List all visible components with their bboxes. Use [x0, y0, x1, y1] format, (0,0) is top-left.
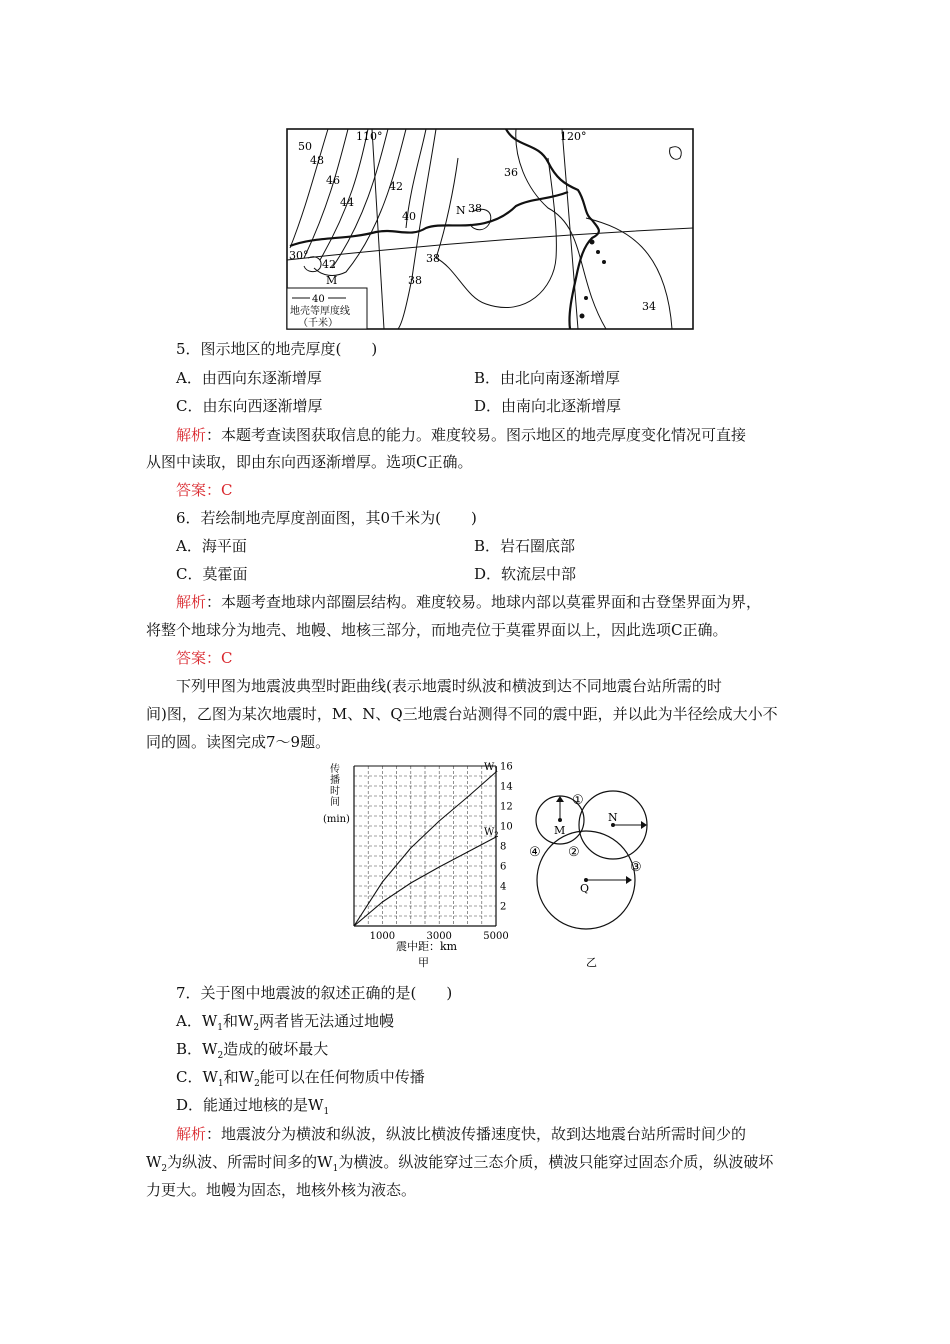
q7-a-post: 两者皆无法通过地幔 [259, 1012, 395, 1030]
point-m-label: M [326, 274, 338, 287]
q5-option-b[interactable]: B．由北向南逐渐增厚 [474, 369, 621, 387]
q5-analysis-label: 解析 [176, 426, 207, 444]
contour-label-46: 46 [326, 174, 340, 187]
q7-a-sub2: 2 [253, 1023, 260, 1033]
station-n-label: N [608, 811, 618, 824]
chart-ylabel-unit: (min) [323, 814, 350, 825]
q6-option-d[interactable]: D．软流层中部 [474, 565, 577, 583]
lat-label-30: 30° [289, 249, 309, 262]
chart-y-tick-label: 6 [500, 861, 507, 873]
contour-label-48: 48 [310, 154, 324, 167]
chart-series-label-w1: $W_1$ [484, 762, 499, 774]
q7-option-a[interactable] [176, 1010, 394, 1039]
q7-option-b[interactable] [176, 1038, 328, 1067]
q5-analysis-line2: 从图中读取，即由东向西逐渐增厚。选项C正确。 [146, 453, 473, 471]
chart-xlabel: 震中距：km [396, 940, 458, 953]
q7-b-sub: 2 [217, 1051, 224, 1061]
q7-c-sub2: 2 [254, 1079, 260, 1089]
q7-analysis-label: 解析 [176, 1125, 207, 1143]
q7-analysis-line1 [176, 1123, 746, 1145]
q7-c-mid: 和W [223, 1068, 255, 1086]
q5-option-a[interactable]: A．由西向东逐渐增厚 [176, 369, 322, 387]
q7-l2-sub1: 2 [161, 1164, 168, 1174]
contour-label-36: 36 [504, 166, 518, 179]
q7-b-post: 造成的破坏最大 [223, 1040, 329, 1058]
q7-analysis-text: ：地震波分为横波和纵波，纵波比横波传播速度快，故到达地震台站所需时间少的 [206, 1125, 747, 1143]
q7-a-mid: 和W [223, 1012, 254, 1030]
chart-x-tick-label: 1000 [369, 931, 396, 942]
q6-analysis-label: 解析 [176, 593, 207, 611]
q5-option-d[interactable]: D．由南向北逐渐增厚 [474, 397, 622, 415]
chart-ylabel-char: 播 [330, 775, 340, 786]
q6-option-b[interactable]: B．岩石圈底部 [474, 537, 576, 555]
station-q-label: Q [580, 882, 590, 895]
q6-stem: 6．若绘制地壳厚度剖面图，其0千米为( ) [176, 509, 477, 527]
chart-ylabel-char: 时 [330, 786, 340, 797]
q5-analysis-text: ：本题考查读图获取信息的能力。难度较易。图示地区的地壳厚度变化情况可直接 [206, 426, 747, 444]
legend-unit: （千米） [298, 318, 338, 329]
q7-b-pre: B．W [176, 1040, 218, 1058]
q6-option-a[interactable]: A．海平面 [176, 537, 247, 555]
q7-option-d[interactable] [176, 1094, 329, 1123]
q7-a-pre: A．W [176, 1012, 218, 1030]
q7-c-sub1: 1 [217, 1079, 224, 1089]
q7-l2-pre: W [146, 1153, 162, 1171]
intro-line1: 下列甲图为地震波典型时距曲线(表示地震时纵波和横波到达不同地震台站所需的时 [176, 677, 722, 695]
q6-answer-label: 答案： [176, 649, 222, 667]
q7-l2-sub2: 1 [332, 1164, 339, 1174]
intersection-mark-4: ④ [529, 845, 541, 860]
q7-l2-mid: 为纵波、所需时间多的W [167, 1153, 333, 1171]
q7-c-post: 能可以在任何物质中传播 [259, 1068, 425, 1086]
chart-caption: 甲 [418, 956, 429, 969]
q6-analysis-text: ：本题考查地球内部圈层结构。难度较易。地球内部以莫霍界面和古登堡界面为界， [206, 593, 762, 611]
intro-line2: 间)图，乙图为某次地震时，M、N、Q三地震台站测得不同的震中距，并以此为半径绘成大小不 [146, 705, 778, 723]
station-m-label: M [554, 824, 566, 837]
q7-l2-post: 为横波。纵波能穿过三态介质，横波只能穿过固态介质，纵波破坏 [338, 1153, 774, 1171]
contour-label-40: 40 [402, 210, 416, 223]
q7-a-sub1: 1 [217, 1023, 223, 1033]
q7-analysis-line3: 力更大。地幔为固态，地核外核为液态。 [146, 1181, 417, 1199]
q7-analysis-line2 [146, 1151, 773, 1180]
chart-x-tick-label: 3000 [426, 931, 452, 942]
contour-label-50: 50 [298, 140, 312, 153]
intersection-mark-2: ② [568, 845, 580, 860]
legend-title: 地壳等厚度线 [290, 306, 350, 317]
chart-y-tick-label: 2 [500, 901, 507, 913]
q5-stem: 5．图示地区的地壳厚度( ) [176, 340, 378, 358]
chart-x-tick-label: 5000 [483, 931, 509, 942]
intersection-mark-1: ① [572, 793, 584, 808]
chart-ylabel-char: 传 [330, 764, 340, 775]
chart-series-label-w2: $W_2$ [484, 827, 499, 839]
q6-analysis-line2: 将整个地球分为地壳、地幔、地核三部分，而地壳位于莫霍界面以上，因此选项C正确。 [146, 621, 728, 639]
q7-stem: 7．关于图中地震波的叙述正确的是( ) [176, 984, 453, 1002]
seismic-time-distance-chart [318, 758, 526, 970]
q6-answer-value: C [221, 649, 233, 667]
contour-label-44: 44 [340, 196, 354, 209]
chart-y-tick-label: 10 [500, 821, 513, 833]
q6-answer [176, 647, 233, 669]
point-n-value: 38 [468, 202, 482, 215]
q7-d-pre: D．能通过地核的是W [176, 1096, 324, 1114]
epicenter-circles-diagram [526, 758, 676, 970]
chart-y-tick-label: 16 [500, 761, 513, 773]
q5-answer [176, 479, 233, 501]
legend-value: 40 [312, 294, 325, 305]
q5-answer-value: C [221, 481, 233, 499]
contour-label-38-west: 38 [426, 252, 440, 265]
chart-y-tick-label: 14 [500, 781, 513, 793]
q5-analysis-line1 [176, 424, 746, 446]
chart-y-tick-label: 8 [500, 841, 507, 853]
lon-label-110: 110° [356, 130, 383, 143]
contour-label-34: 34 [642, 300, 656, 313]
contour-label-38: 38 [408, 274, 422, 287]
q7-option-c[interactable] [176, 1066, 425, 1095]
q5-answer-label: 答案： [176, 481, 222, 499]
intersection-mark-3: ③ [630, 860, 642, 875]
q6-option-c[interactable]: C．莫霍面 [176, 565, 248, 583]
intro-line3: 同的圆。读图完成7～9题。 [146, 733, 331, 751]
q7-d-sub: 1 [323, 1107, 330, 1117]
q5-option-c[interactable]: C．由东向西逐渐增厚 [176, 397, 323, 415]
chart-y-tick-label: 4 [500, 881, 507, 893]
chart-y-tick-label: 12 [500, 801, 513, 813]
circles-caption: 乙 [586, 956, 597, 969]
contour-label-42-south: 42 [322, 258, 336, 271]
contour-label-42-north: 42 [389, 180, 403, 193]
q7-c-pre: C．W [176, 1068, 218, 1086]
q6-analysis-line1 [176, 591, 761, 613]
lon-label-120: 120° [560, 130, 587, 143]
point-n-label: N [456, 204, 466, 217]
chart-ylabel-char: 间 [330, 797, 340, 808]
crust-thickness-map [286, 128, 694, 330]
